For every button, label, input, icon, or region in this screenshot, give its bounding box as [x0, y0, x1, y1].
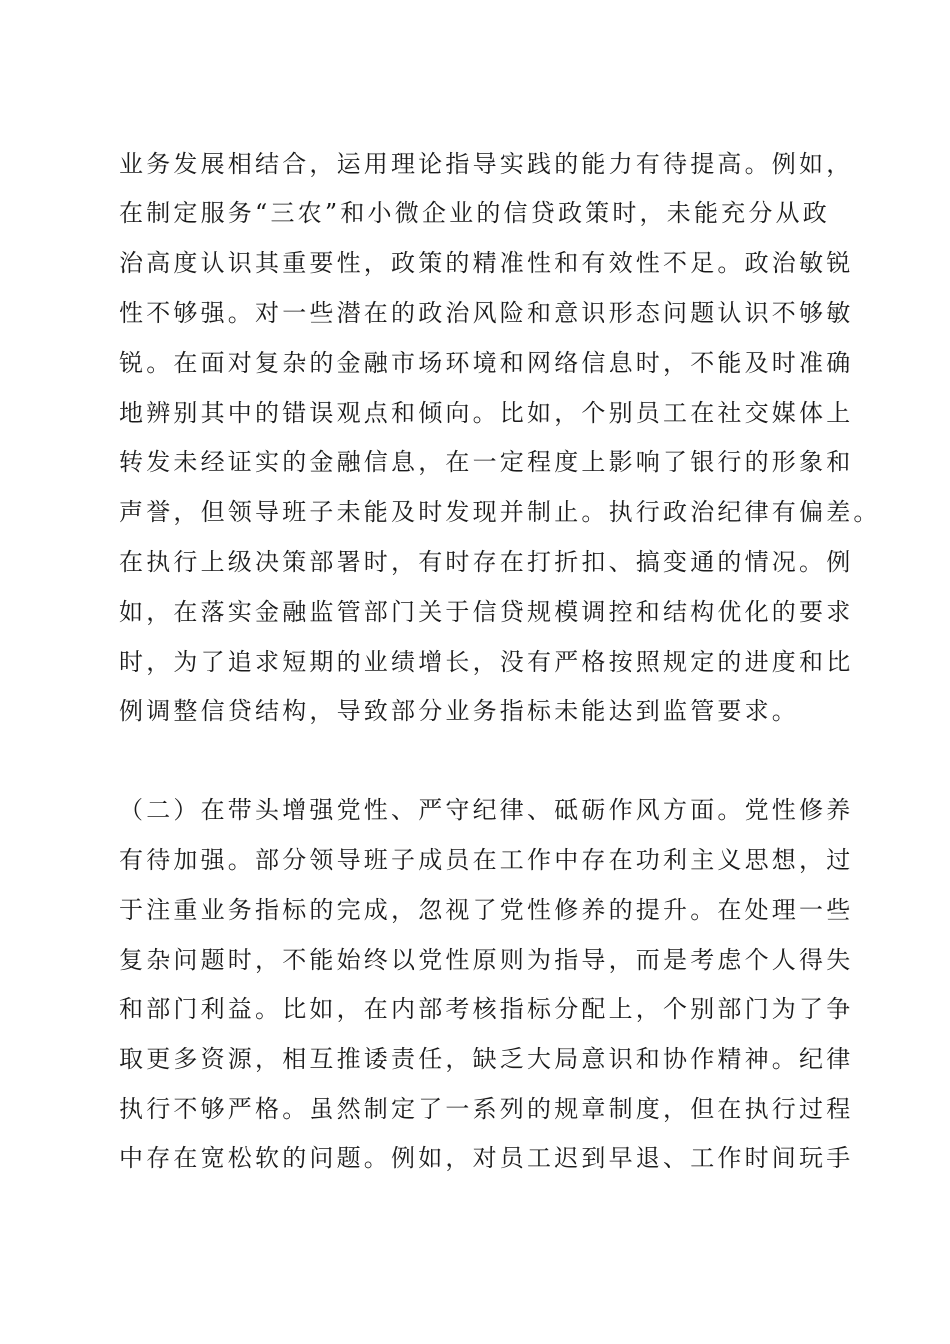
text-line: 业务发展相结合，运用理论指导实践的能力有待提高。例如， [119, 150, 854, 178]
text-line: 性不够强。对一些潜在的政治风险和意识形态问题认识不够敏 [119, 299, 854, 327]
text-line: 在执行上级决策部署时，有时存在打折扣、搞变通的情况。例 [119, 548, 854, 576]
text-line: 取更多资源，相互推诿责任，缺乏大局意识和协作精神。纪律 [119, 1045, 854, 1073]
text-line: 地辨别其中的错误观点和倾向。比如，个别员工在社交媒体上 [119, 399, 854, 427]
text-line: 和部门利益。比如，在内部考核指标分配上，个别部门为了争 [119, 995, 854, 1023]
text-line: 执行不够严格。虽然制定了一系列的规章制度，但在执行过程 [119, 1095, 854, 1123]
text-line: 例调整信贷结构，导致部分业务指标未能达到监管要求。 [119, 697, 799, 725]
text-line: 转发未经证实的金融信息，在一定程度上影响了银行的形象和 [119, 448, 854, 476]
text-line: 锐。在面对复杂的金融市场环境和网络信息时，不能及时准确 [119, 349, 854, 377]
text-line: 在制定服务“三农”和小微企业的信贷政策时，未能充分从政 [119, 199, 830, 227]
text-line: 于注重业务指标的完成，忽视了党性修养的提升。在处理一些 [119, 896, 854, 924]
text-line: 时，为了追求短期的业绩增长，没有严格按照规定的进度和比 [119, 648, 854, 676]
text-line: 治高度认识其重要性，政策的精准性和有效性不足。政治敏锐 [119, 249, 854, 277]
text-line: 中存在宽松软的问题。例如，对员工迟到早退、工作时间玩手 [119, 1144, 854, 1172]
section-heading-line: （二）在带头增强党性、严守纪律、砥砺作风方面。党性修养 [119, 796, 854, 824]
text-line: 复杂问题时，不能始终以党性原则为指导，而是考虑个人得失 [119, 946, 854, 974]
text-line: 有待加强。部分领导班子成员在工作中存在功利主义思想，过 [119, 846, 854, 874]
text-line: 声誉，但领导班子未能及时发现并制止。执行政治纪律有偏差。 [119, 498, 881, 526]
text-line: 如，在落实金融监管部门关于信贷规模调控和结构优化的要求 [119, 598, 854, 626]
